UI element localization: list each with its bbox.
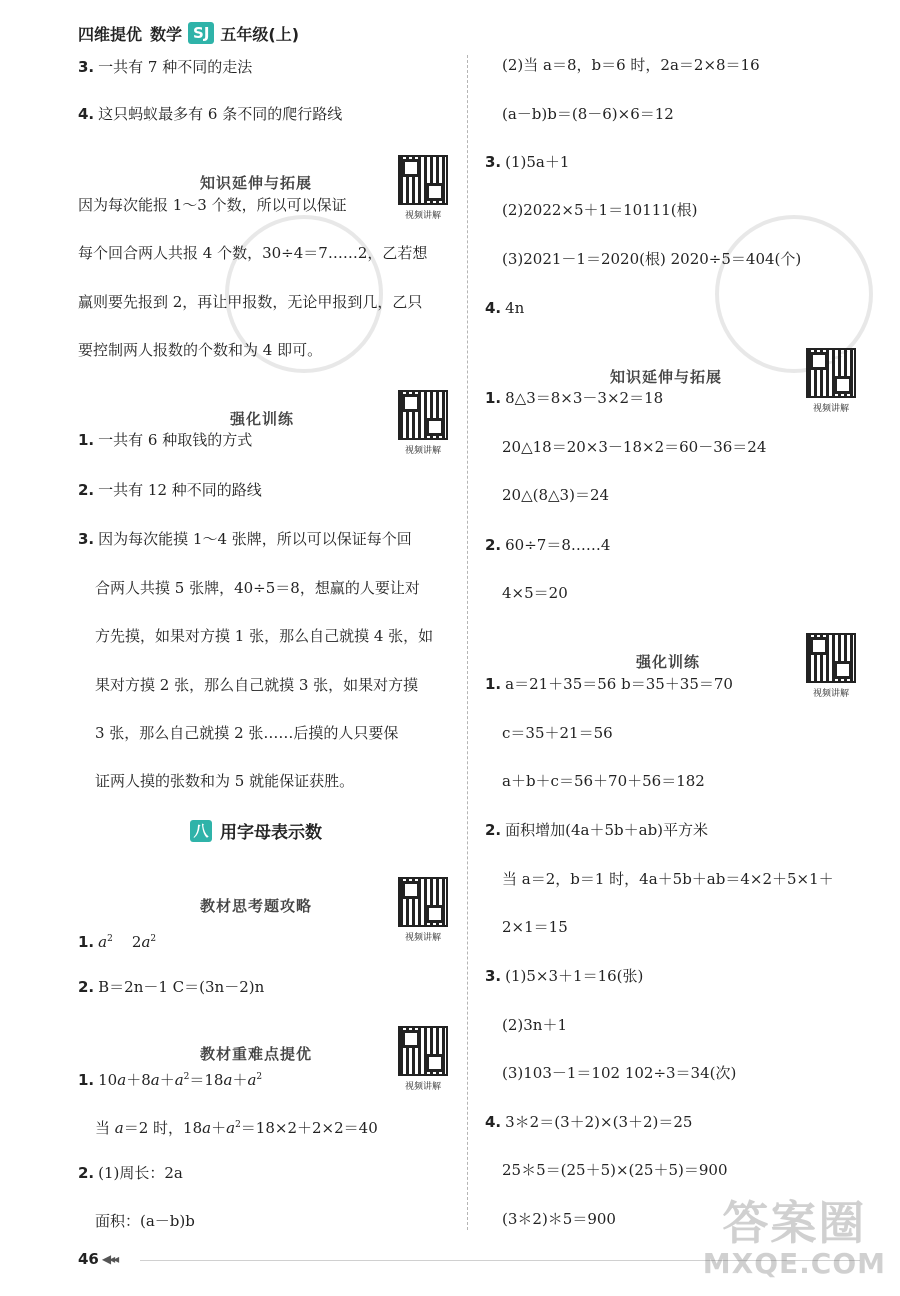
edition-badge: SJ: [188, 22, 214, 44]
answer-line: 2. 一共有 12 种不同的路线: [78, 481, 262, 499]
answer-line: (3＊2)＊5＝900: [502, 1210, 616, 1228]
answer-line: (a－b)b＝(8－6)×6＝12: [502, 105, 674, 123]
answer-line: (2)当 a＝8，b＝6 时，2a＝2×8＝16: [502, 56, 760, 74]
left-arrow-icon: ◀◂◂: [101, 1252, 118, 1266]
qr-code[interactable]: [802, 633, 860, 699]
qr-code-image: [398, 155, 448, 205]
chapter-badge: 八: [190, 820, 212, 842]
chapter-heading: [190, 818, 322, 843]
page-footer: [78, 1250, 117, 1268]
answer-line: (3)103－1＝102 102÷3＝34(次): [502, 1064, 737, 1082]
answer-line: 1. a＝21＋35＝56 b＝35＋35＝70: [485, 675, 733, 693]
answer-line: 合两人共摸 5 张牌，40÷5＝8，想赢的人要让对: [95, 579, 420, 597]
qr-caption: 视频讲解: [404, 933, 441, 943]
answer-line: 当 a＝2 时，$18a+a^2=18\times 2+2\times 2=40$: [95, 1119, 378, 1137]
qr-code[interactable]: [394, 390, 452, 456]
qr-code-image: [806, 348, 856, 398]
section-title: 知识延伸与拓展: [610, 368, 723, 386]
column-divider: [467, 55, 468, 1230]
answer-line: 3. 一共有 7 种不同的走法: [78, 58, 253, 76]
answer-line: 赢则要先报到 2，再让甲报数，无论甲报到几，乙只: [78, 293, 423, 311]
qr-code-image: [806, 633, 856, 683]
answer-line: 要控制两人报数的个数和为 4 即可。: [78, 341, 323, 359]
answer-line: 当 a＝2，b＝1 时，4a＋5b＋ab＝4×2＋5×1＋: [502, 870, 834, 888]
qr-code-image: [398, 1026, 448, 1076]
answer-line: 2. 面积增加(4a＋5b＋ab)平方米: [485, 821, 709, 839]
answer-line: 20△18＝20×3－18×2＝60－36＝24: [502, 438, 767, 456]
answer-line: 3 张，那么自己就摸 2 张……后摸的人只要保: [95, 724, 399, 742]
page-number: 46: [78, 1250, 99, 1268]
answer-line: 3. 因为每次能摸 1～4 张牌，所以可以保证每个回: [78, 530, 412, 548]
answer-line: 证两人摸的张数和为 5 就能保证获胜。: [95, 772, 355, 790]
answer-line: 1. $a^2$ $2a^2$: [78, 933, 157, 951]
qr-caption: 视频讲解: [812, 689, 849, 699]
answer-line: 因为每次能报 1～3 个数，所以可以保证: [78, 196, 347, 214]
answer-line: 2. 60÷7＝8……4: [485, 536, 611, 554]
answer-line: 4. 这只蚂蚁最多有 6 条不同的爬行路线: [78, 105, 343, 123]
answer-line: (2)2022×5＋1＝10111(根): [502, 201, 698, 219]
qr-code-image: [398, 390, 448, 440]
qr-caption: 视频讲解: [404, 1082, 441, 1092]
qr-caption: 视频讲解: [404, 446, 441, 456]
answer-line: 4×5＝20: [502, 584, 568, 602]
page-header: [78, 20, 299, 46]
answer-line: 3. (1)5×3＋1＝16(张): [485, 967, 644, 985]
answer-line: 4. 4n: [485, 299, 525, 317]
answer-line: 1. $10a+8a+a^2=18a+a^2$: [78, 1071, 263, 1089]
answer-line: 方先摸，如果对方摸 1 张，那么自己就摸 4 张，如: [95, 627, 434, 645]
grade-label: 五年级(上): [220, 24, 300, 44]
qr-caption: 视频讲解: [404, 211, 441, 221]
series-name: 四维提优: [78, 24, 143, 44]
answer-line: 1. 8△3＝8×3－3×2＝18: [485, 389, 664, 407]
qr-code[interactable]: [802, 348, 860, 414]
qr-code-image: [398, 877, 448, 927]
qr-caption: 视频讲解: [812, 404, 849, 414]
subject-name: 数学: [150, 24, 183, 44]
watermark-text: 答案圈: [722, 1196, 867, 1250]
section-title: 强化训练: [636, 653, 701, 671]
answer-line: 果对方摸 2 张，那么自己就摸 3 张，如果对方摸: [95, 676, 419, 694]
answer-line: 每个回合两人共报 4 个数，30÷4＝7……2，乙若想: [78, 244, 428, 262]
answer-line: 25＊5＝(25＋5)×(25＋5)＝900: [502, 1161, 728, 1179]
answer-line: 2. (1)周长：2a: [78, 1164, 183, 1182]
answer-line: 2×1＝15: [502, 918, 568, 936]
qr-code[interactable]: [394, 877, 452, 943]
answer-line: 1. 一共有 6 种取钱的方式: [78, 431, 253, 449]
section-title: 知识延伸与拓展: [200, 174, 313, 192]
answer-line: 4. 3＊2＝(3＋2)×(3＋2)＝25: [485, 1113, 693, 1131]
answer-line: (2)3n＋1: [502, 1016, 567, 1034]
answer-line: 3. (1)5a＋1: [485, 153, 570, 171]
answer-line: 面积：(a－b)b: [95, 1212, 195, 1230]
answer-line: (3)2021－1＝2020(根) 2020÷5＝404(个): [502, 250, 802, 268]
answer-line: c＝35＋21＝56: [502, 724, 613, 742]
chapter-title: 用字母表示数: [220, 823, 322, 843]
section-title: 教材重难点提优: [200, 1045, 313, 1063]
qr-code[interactable]: [394, 155, 452, 221]
answer-line: 2. B＝2n－1 C＝(3n－2)n: [78, 978, 265, 996]
qr-code[interactable]: [394, 1026, 452, 1092]
answer-line: 20△(8△3)＝24: [502, 486, 610, 504]
watermark-logo: [702, 1196, 886, 1280]
section-title: 强化训练: [230, 410, 295, 428]
watermark-url: MXQE.COM: [702, 1247, 886, 1280]
answer-line: a＋b＋c＝56＋70＋56＝182: [502, 772, 705, 790]
section-title: 教材思考题攻略: [200, 897, 313, 915]
